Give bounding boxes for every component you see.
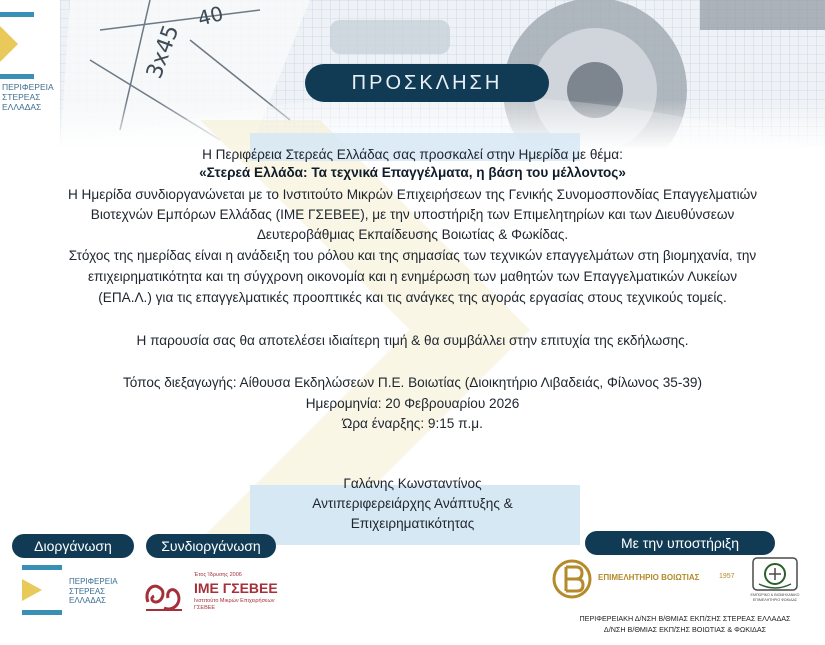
para2-line-1: Στόχος της ημερίδας είναι η ανάδειξη του ρόλου και της σημασίας των τεχνικών επαγγελμάτων στη βιομηχανία, την (68, 248, 757, 263)
organizer-label: Διοργάνωση (12, 534, 134, 558)
para1-line-1: Η Ημερίδα συνδιοργανώνεται με το Ινστιτούτο Μικρών Επιχειρήσεων της Γενικής Συνομοσπονδίας Επαγγελματιών (67, 187, 758, 202)
chamber-emblem-icon (552, 557, 592, 601)
chamber-name: ΕΠΙΜΕΛΗΤΗΡΙΟ ΒΟΙΩΤΙΑΣ (598, 573, 700, 582)
venue-line: Τόπος διεξαγωγής: Αίθουσα Εκδηλώσεων Π.Ε. Βοιωτίας (Διοικητήριο Λιβαδειάς, Φίλωνος 35-39) (122, 375, 703, 390)
directorate-line-2: Δ/ΝΣΗ Β/ΘΜΙΑΣ ΕΚΠ/ΣΗΣ ΒΟΙΩΤΙΑΣ & ΦΩΚΙΔΑΣ (603, 625, 767, 634)
svg-text:40: 40 (195, 1, 226, 31)
ime-subtitle-line-2: ΓΣΕΒΕΕ (194, 605, 216, 611)
directorate-line-1: ΠΕΡΙΦΕΡΕΙΑΚΗ Δ/ΝΣΗ Β/ΘΜΙΑΣ ΕΚΠ/ΣΗΣ ΣΤΕΡΕΑΣ ΕΛΛΑΔΑΣ (579, 614, 791, 623)
intro-line: Η Περιφέρεια Στερεάς Ελλάδας σας προσκαλεί στην Ημερίδα με θέμα: (202, 147, 623, 162)
chamber-crest-icon (745, 556, 805, 592)
invitation-title: ΠΡΟΣΚΛΗΣΗ (305, 64, 549, 102)
region-logo-line-2: ΣΤΕΡΕΑΣ (2, 92, 41, 102)
event-title: «Στερεά Ελλάδα: Τα τεχνικά Επαγγέλματα, η βάση του μέλλοντος» (199, 165, 626, 180)
date-line: Ημερομηνία: 20 Φεβρουαρίου 2026 (305, 396, 520, 411)
phocis-chamber-logo (745, 556, 805, 606)
phocis-caption (745, 593, 805, 602)
ime-founded: Έτος Ίδρυσης 2006 (194, 572, 242, 578)
region-logo-top (0, 0, 60, 125)
time-line: Ώρα έναρξης: 9:15 π.μ. (342, 416, 483, 431)
ime-gsevee-logo (142, 570, 302, 618)
ime-subtitle-line-1: Ινστιτούτο Μικρών Επιχειρήσεων (194, 598, 275, 604)
region-logo-line-3: ΕΛΛΑΔΑΣ (2, 102, 42, 112)
region-logo-text (2, 82, 54, 112)
organizer-logo-line-2: ΣΤΕΡΕΑΣ (69, 586, 106, 596)
para1-line-2: Βιοτεχνών Εμπόρων Ελλάδας (ΙΜΕ ΓΣΕΒΕΕ), με την υποστήριξη των Επιμελητηρίων και των Διευθύνσεων (90, 207, 735, 222)
chamber-year: 1957 (719, 573, 735, 580)
region-logo-line-1: ΠΕΡΙΦΕΡΕΙΑ (2, 82, 54, 92)
svg-text:3x45: 3x45 (142, 21, 185, 83)
para1-line-3: Δευτεροβάθμιας Εκπαίδευσης Βοιωτίας & Φωκίδας. (256, 227, 569, 242)
ime-emblem-icon (142, 572, 186, 616)
region-emblem-icon (0, 4, 40, 86)
organizer-logo-line-1: ΠΕΡΙΦΕΡΕΙΑ (69, 577, 118, 586)
ime-subtitle (194, 598, 275, 612)
para2-line-2: επιχειρηματικότητα και τη σύγχρονη οικονομία και η ενημέρωση των μαθητών των Επαγγελματικών Λυκείων (87, 269, 737, 284)
phocis-caption-line-1: ΕΜΠΟΡΙΚΟ & ΒΙΟΜΗΧΑΝΙΚΟ (750, 593, 800, 597)
presence-line: Η παρουσία σας θα αποτελέσει ιδιαίτερη τιμή & θα συμβάλλει στην επιτυχία της εκδήλωσης. (136, 333, 689, 348)
phocis-caption-line-2: ΕΠΙΜΕΛΗΤΗΡΙΟ ΦΩΚΙΔΑΣ (752, 597, 798, 602)
organizer-logo (22, 565, 142, 620)
signatory-role-line-2: Επιχειρηματικότητας (350, 516, 475, 531)
signatory-role-line-1: Αντιπεριφερειάρχης Ανάπτυξης & (312, 496, 513, 511)
signatory-name: Γαλάνης Κωνσταντίνος (343, 476, 482, 491)
co-organizer-label: Συνδιοργάνωση (146, 534, 276, 558)
organizer-logo-line-3: ΕΛΛΑΔΑΣ (69, 596, 106, 605)
ime-name: ΙΜΕ ΓΣΕΒΕΕ (194, 580, 278, 596)
support-label: Με την υποστήριξη (585, 531, 775, 555)
region-emblem-icon (22, 565, 70, 615)
organizer-logo-text (69, 577, 118, 606)
para2-line-3: (ΕΠΑ.Λ.) για τις επαγγελματικές προοπτικές και τις ανάγκες της αγοράς εργασίας στους τεχνικούς τομείς. (98, 290, 727, 305)
boeotia-chamber-logo (552, 557, 742, 605)
